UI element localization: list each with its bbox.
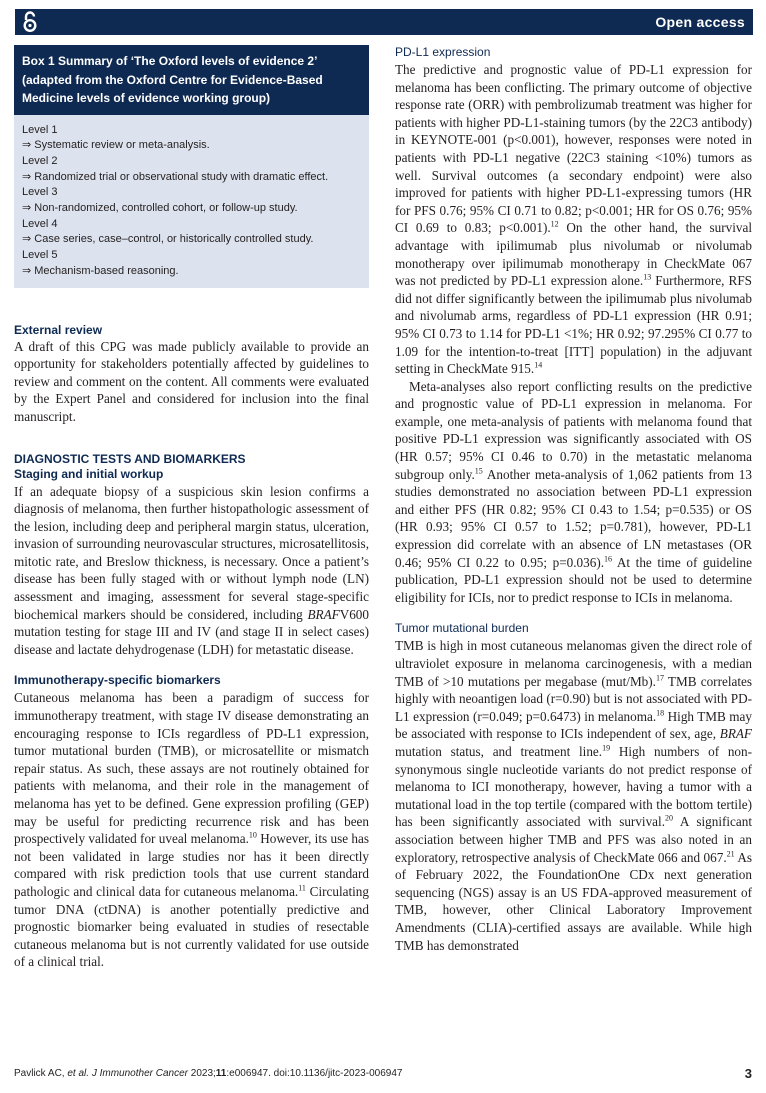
external-review-text: A draft of this CPG was made publicly available to provide an opportunity for stakeholders potentially affected by guidelines to review and comment on the content. All comments were evaluated by the Expert Panel and considered for inclusion into the final manuscript. [14,338,369,424]
level-5: Level 5 [22,249,58,262]
evidence-levels-box [14,45,369,288]
level-2-desc: ⇒ Randomized trial or observational study with dramatic effect. [22,170,329,183]
level-4: Level 4 [22,217,58,230]
level-4-desc: ⇒ Case series, case–control, or historically controlled study. [22,233,314,246]
diagnostic-heading: DIAGNOSTIC TESTS AND BIOMARKERS [14,451,246,466]
right-column [395,45,752,954]
box-body [14,115,369,280]
pdl1-paragraph-2: Meta-analyses also report conflicting results on the predictive and prognostic value of PD-L1 expression in melanoma. For example, one meta-analysis of patients with melanoma found that positive PD-L1 expression was significantly associated with OS (HR 0.57; 95% CI 0.46 to 0.70) in the metastatic melanoma subgroup only.$^{15}$ Another meta-analysis of 1,062 patients from 13 studies demonstrated no association between PD-L1 expression and either PFS (HR 0.82; 95% CI 0.43 to 1.54; p=0.535) or OS (HR 0.93; 95% CI 0.57 to 1.52; p=0.781), however, PD-L1 expression did correlate with an absence of LN metastases (OR 0.46; 95% CI 0.22 to 0.95; p=0.036).$^{16}$ At the time of guideline publication, PD-L1 expression should not be used to determine eligibility for ICIs, nor to predict response to ICIs in melanoma. [395,378,752,605]
tmb-subheading: Tumor mutational burden [395,621,529,636]
level-1-desc: ⇒ Systematic review or meta-analysis. [22,139,210,152]
left-column [14,45,369,971]
pdl1-paragraph-1: The predictive and prognostic value of PD-L1 expression for melanoma has been conflicting. The primary outcome of objective response rate (ORR) with pembrolizumab treatment was higher for patients with higher PD-L1-staining tumors (by the 22C3 antibody) in KEYNOTE-001 (p<0.001), however, responses were noted in patients with PD-L1 negative (22C3 staining <10%) tumors as well. Survival outcomes (a secondary endpoint) were also improved for patients with higher PD-L1-expressing tumors (HR for PFS 0.76; 95% CI 0.71 to 0.82; p<0.001; HR for OS 0.76; 95% CI 0.69 to 0.83; p<0.001).$^{12}$ On the other hand, the survival advantage with ipilimumab plus nivolumab or nivolumab monotherapy over ipilimumab monotherapy in CheckMate 067 was not predicted by PD-L1 expression alone.$^{13}$ Furthermore, RFS did not differ significantly between the ipilimumab plus nivolumab and nivolumab arms, regardless of PD-L1 expression (HR 0.91; 95% CI 0.73 to 1.14 for PD-L1 <1%; HR 0.92; 97.295% CI 0.77 to 1.09 for the intention-to-treat [ITT] population) in the adjuvant setting in CheckMate 915.14 [395,62,753,377]
level-2: Level 2 [22,154,58,167]
staging-paragraph: If an adequate biopsy of a suspicious skin lesion confirms a diagnosis of melanoma, then further histopathologic assessment of the lesion, including deep and peripheral margin status, ulceration, invasion of surrounding neurovascular structures, microsatellitosis, mitotic rate, and Breslow thickness, is necessary. Once a patient’s disease has been fully staged with or without lymph node (LN) assessment and imaging, assessment for several stage-specific biochemical markers should be considered, including BRAFV600 mutation testing for stage III and IV (and stage II in select cases) disease and lactate dehydrogenase (LDH) for metastatic disease. [14,483,369,657]
staging-subheading: Staging and initial workup [14,466,164,481]
level-3-desc: ⇒ Non-randomized, controlled cohort, or follow-up study. [22,202,298,215]
tmb-paragraph: TMB is high in most cutaneous melanomas given the direct role of ultraviolet exposure in melanoma carcinogenesis, with a median TMB of >10 mutations per megabase (mut/Mb).$^{17}$ TMB correlates highly with neoantigen load (r=0.90) but is not associated with PD-L1 expression (r=0.049; p=0.6473) in melanoma.$^{18}$ High TMB may be associated with response to ICIs independent of sex, age, BRAF mutation status, and treatment line.$^{19}$ High numbers of non-synonymous single nucleotide variants do not predict response of melanoma to ICI monotherapy, however, having a tumor with a mutational load in the top tertile (compared with the bottom tertile) has been significantly associated with survival.$^{20}$ A significant association between higher TMB and PFS was also noted in an exploratory, retrospective analysis of CheckMate 066 and 067.21 As of February 2022, the FoundationOne CDx next generation sequencing (NGS) assay is an US FDA-approved measurement of TMB, however, other Clinical Laboratory Improvement Amendments (CLIA)-certified assays are available. While high TMB has demonstrated [395,638,753,953]
level-5-desc: ⇒ Mechanism-based reasoning. [22,264,179,277]
box-title: Box 1 Summary of ‘The Oxford levels of evidence 2’ (adapted from the Oxford Centre for Evidence-Based Medicine levels of evidence working group) [14,45,369,115]
page-number: 3 [744,1066,752,1081]
citation-footer: Pavlick AC, et al. J Immunother Cancer 2023;11:e006947. doi:10.1136/jitc-2023-006947 [14,1068,403,1079]
external-review-heading: External review [14,322,103,337]
open-access-label: Open access [655,14,745,30]
pdl1-subheading: PD-L1 expression [395,45,491,59]
immunotherapy-paragraph: Cutaneous melanoma has been a paradigm of success for immunotherapy treatment, with stage IV disease demonstrating an encouraging response to ICIs regardless of PD-L1 expression, tumor mutational burden (TMB), or microsatellite or mismatch repair status. As such, these assays are not routinely obtained for patients with melanoma, and their role in the management of melanoma has yet to be defined. Gene expression profiling (GEP) may be useful for predicting recurrence risk and has been prospectively validated for uveal melanoma.$^{10}$ However, its use has not been validated in large studies nor has it been directly compared with risk prediction tools that use current standard pathologic and clinical data for cutaneous melanoma.$^{11}$ Circulating tumor DNA (ctDNA) is another potentially predictive and prognostic biomarker being evaluated in studies of resectable cutaneous melanoma but is not currently validated for use outside of a clinical trial. [14,690,369,970]
level-1: Level 1 [22,123,58,136]
open-access-lock-icon [22,11,38,33]
level-3: Level 3 [22,186,58,199]
journal-header-bar [15,9,753,35]
immunotherapy-biomarkers-subheading: Immunotherapy-specific biomarkers [14,673,221,688]
